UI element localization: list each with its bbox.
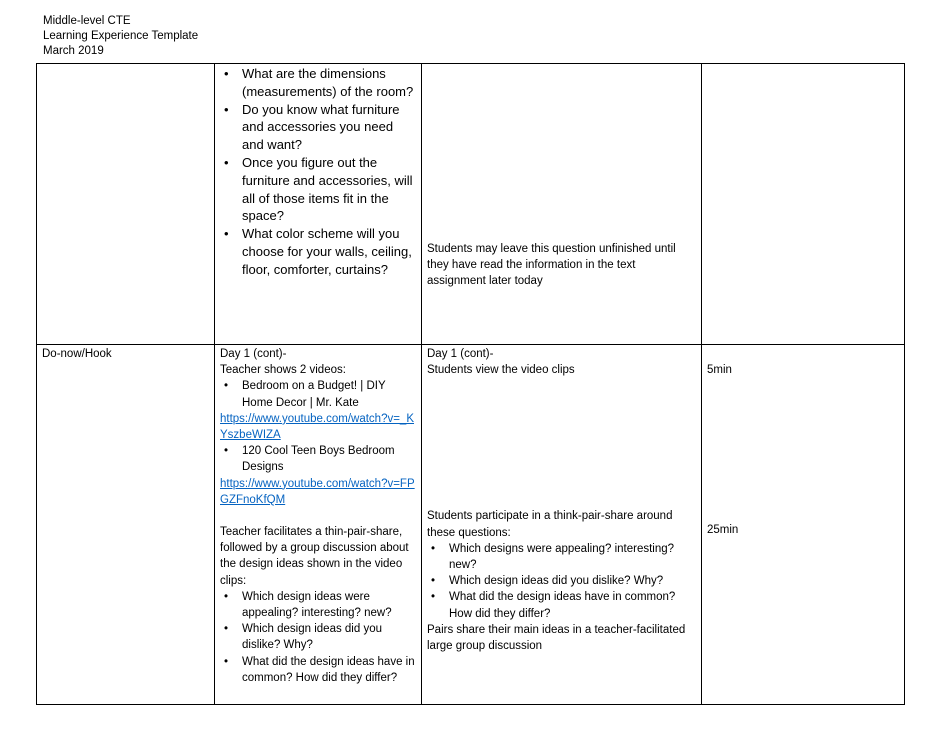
student-share: Pairs share their main ideas in a teacher-facilitated large group discussion <box>427 623 686 653</box>
header-program: Middle-level CTE <box>43 15 131 27</box>
teacher-questions-list <box>220 589 418 686</box>
video-list-2 <box>220 443 418 475</box>
table-row <box>37 64 905 345</box>
student-questions-list <box>427 541 696 622</box>
teacher-day: Day 1 (cont)- <box>220 348 287 360</box>
list-item: • 120 Cool Teen Boys Bedroom Designs <box>220 443 418 475</box>
header-date: March 2019 <box>43 45 104 57</box>
list-item: • Which design ideas did you dislike? Why? <box>220 621 418 653</box>
student-note: Students may leave this question unfinished until they have read the information in the text assignment later today <box>427 243 676 288</box>
list-item: • Do you know what furniture and accessories you need and want? <box>220 101 418 154</box>
row2-teacher-cell <box>215 345 422 705</box>
row2-student-cell <box>422 345 702 705</box>
teacher-facilitate: Teacher facilitates a thin-pair-share, followed by a group discussion about the design ideas shown in the video clips: <box>220 526 409 587</box>
document-header <box>43 14 198 59</box>
list-item: • What color scheme will you choose for your walls, ceiling, floor, comforter, curtains? <box>220 225 418 278</box>
row1-time-cell <box>702 64 905 345</box>
row2-label-cell <box>37 345 215 705</box>
room-questions-list <box>220 65 418 279</box>
video2-link[interactable]: https://www.youtube.com/watch?v=FPGZFnoKfQM <box>220 477 415 506</box>
list-item: • What did the design ideas have in common? How did they differ? <box>220 654 418 686</box>
section-label: Do-now/Hook <box>42 348 112 360</box>
list-item: • Once you figure out the furniture and accessories, will all of those items fit in the space? <box>220 154 418 225</box>
row1-student-cell <box>422 64 702 345</box>
list-item: • What did the design ideas have in common? How did they differ? <box>427 589 696 621</box>
row1-label-cell <box>37 64 215 345</box>
list-item: • What are the dimensions (measurements) of the room? <box>220 65 418 101</box>
list-item: • Bedroom on a Budget! | DIY Home Decor | Mr. Kate <box>220 378 418 410</box>
list-item: • Which designs were appealing? interesting? new? <box>427 541 696 573</box>
list-item: • Which design ideas were appealing? interesting? new? <box>220 589 418 621</box>
student-day: Day 1 (cont)- <box>427 348 494 360</box>
teacher-intro: Teacher shows 2 videos: <box>220 364 346 377</box>
time-25min: 25min <box>707 524 739 537</box>
video-list-1 <box>220 378 418 410</box>
row2-time-cell <box>702 345 905 705</box>
lesson-table <box>36 63 905 705</box>
list-item: • Which design ideas did you dislike? Why? <box>427 573 696 589</box>
video1-link[interactable]: https://www.youtube.com/watch?v=_KYszbeWIZA <box>220 412 415 442</box>
student-view: Students view the video clips <box>427 364 575 377</box>
header-template-name: Learning Experience Template <box>43 30 199 42</box>
table-row <box>37 345 905 705</box>
time-5min: 5min <box>707 364 732 376</box>
row1-teacher-cell <box>215 64 422 345</box>
student-think: Students participate in a think-pair-share around these questions: <box>427 510 673 539</box>
